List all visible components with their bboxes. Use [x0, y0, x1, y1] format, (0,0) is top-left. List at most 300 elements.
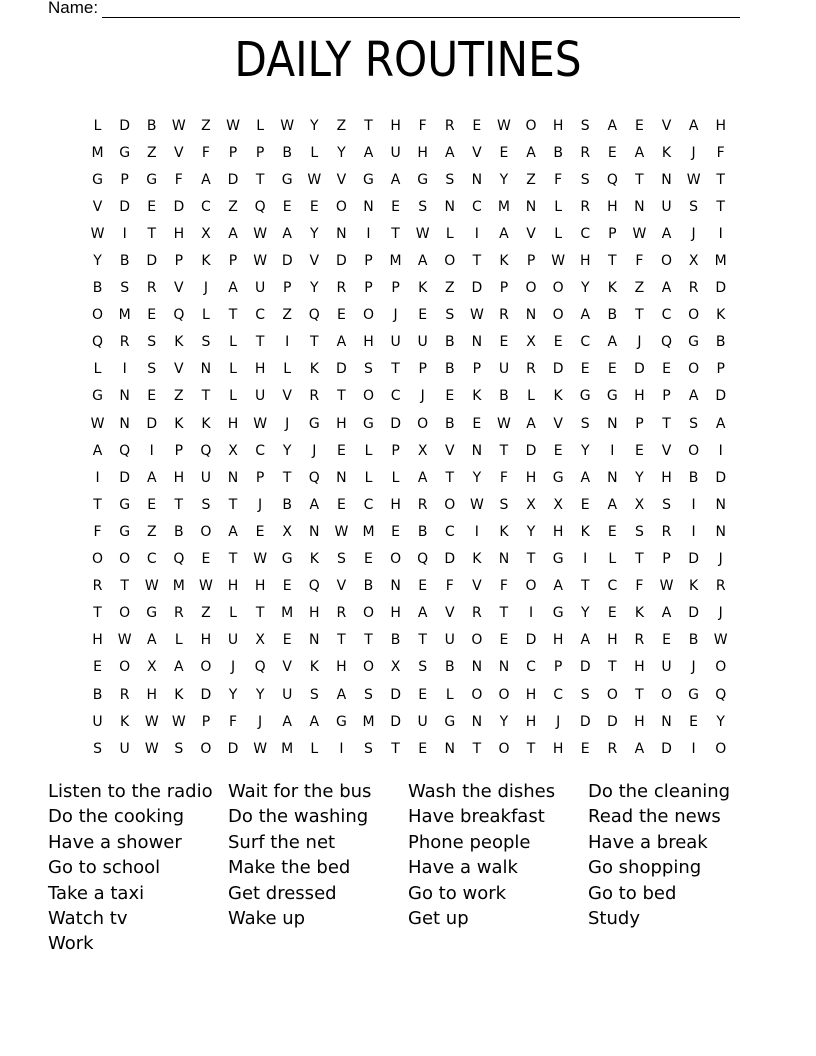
grid-letter[interactable]: L: [608, 551, 617, 568]
grid-letter[interactable]: C: [661, 307, 672, 324]
grid-letter[interactable]: A: [661, 225, 672, 242]
grid-letter[interactable]: D: [146, 253, 158, 270]
grid-letter[interactable]: U: [282, 686, 293, 703]
grid-letter[interactable]: X: [146, 659, 157, 676]
grid-letter[interactable]: B: [390, 632, 401, 649]
grid-letter[interactable]: B: [146, 117, 157, 134]
grid-letter[interactable]: A: [444, 144, 455, 161]
grid-letter[interactable]: B: [92, 280, 103, 297]
grid-letter[interactable]: V: [336, 578, 347, 595]
grid-letter[interactable]: P: [364, 253, 373, 270]
grid-letter[interactable]: C: [390, 388, 401, 405]
grid-letter[interactable]: Q: [254, 198, 266, 215]
grid-letter[interactable]: H: [146, 686, 157, 703]
grid-letter[interactable]: V: [553, 415, 563, 432]
grid-letter[interactable]: Q: [173, 551, 185, 568]
grid-letter[interactable]: R: [336, 280, 347, 297]
grid-letter[interactable]: N: [119, 415, 130, 432]
grid-letter[interactable]: E: [418, 740, 428, 757]
grid-letter[interactable]: H: [390, 117, 401, 134]
grid-letter[interactable]: V: [174, 280, 184, 297]
grid-letter[interactable]: H: [173, 225, 185, 242]
grid-letter[interactable]: R: [146, 280, 157, 297]
grid-letter[interactable]: O: [200, 523, 212, 540]
grid-letter[interactable]: J: [718, 551, 723, 568]
grid-letter[interactable]: O: [200, 659, 212, 676]
grid-letter[interactable]: A: [634, 740, 645, 757]
grid-letter[interactable]: L: [256, 117, 265, 134]
grid-letter[interactable]: U: [390, 144, 401, 161]
grid-letter[interactable]: L: [445, 686, 454, 703]
grid-letter[interactable]: T: [337, 632, 346, 649]
grid-letter[interactable]: N: [227, 469, 239, 486]
grid-letter[interactable]: T: [418, 632, 427, 649]
grid-letter[interactable]: B: [444, 361, 455, 378]
grid-letter[interactable]: G: [688, 334, 700, 351]
grid-letter[interactable]: Y: [337, 144, 346, 161]
grid-letter[interactable]: F: [554, 171, 563, 188]
grid-letter[interactable]: A: [580, 632, 591, 649]
grid-letter[interactable]: K: [607, 280, 617, 297]
grid-letter[interactable]: J: [718, 605, 723, 622]
grid-letter[interactable]: H: [607, 632, 618, 649]
grid-letter[interactable]: R: [607, 740, 618, 757]
grid-letter[interactable]: G: [417, 171, 429, 188]
grid-letter[interactable]: S: [689, 198, 699, 215]
grid-letter[interactable]: E: [147, 307, 157, 324]
grid-letter[interactable]: J: [312, 442, 317, 459]
grid-letter[interactable]: A: [228, 280, 238, 297]
grid-letter[interactable]: X: [634, 496, 645, 513]
grid-letter[interactable]: T: [201, 388, 211, 405]
grid-letter[interactable]: I: [691, 740, 696, 757]
grid-letter[interactable]: U: [661, 198, 672, 215]
grid-letter[interactable]: U: [200, 469, 212, 486]
grid-letter[interactable]: L: [310, 144, 319, 161]
grid-letter[interactable]: P: [255, 469, 265, 486]
grid-letter[interactable]: S: [201, 496, 211, 513]
grid-letter[interactable]: T: [391, 225, 400, 242]
grid-letter[interactable]: W: [144, 740, 159, 757]
grid-letter[interactable]: I: [366, 225, 371, 242]
grid-letter[interactable]: P: [553, 659, 563, 676]
grid-letter[interactable]: E: [147, 496, 157, 513]
grid-letter[interactable]: A: [336, 334, 347, 351]
grid-letter[interactable]: J: [691, 659, 696, 676]
grid-letter[interactable]: K: [201, 415, 211, 432]
grid-letter[interactable]: D: [525, 442, 537, 459]
grid-letter[interactable]: S: [580, 117, 590, 134]
grid-letter[interactable]: P: [174, 442, 184, 459]
grid-letter[interactable]: C: [146, 551, 157, 568]
grid-letter[interactable]: R: [471, 605, 482, 622]
grid-letter[interactable]: S: [418, 659, 428, 676]
grid-letter[interactable]: E: [445, 388, 455, 405]
grid-letter[interactable]: E: [580, 740, 590, 757]
grid-letter[interactable]: K: [499, 523, 509, 540]
grid-letter[interactable]: H: [552, 523, 564, 540]
grid-letter[interactable]: T: [472, 740, 482, 757]
grid-letter[interactable]: T: [635, 307, 644, 324]
grid-letter[interactable]: K: [716, 307, 726, 324]
grid-letter[interactable]: V: [174, 361, 184, 378]
grid-letter[interactable]: N: [119, 388, 130, 405]
grid-letter[interactable]: Z: [282, 307, 292, 324]
grid-letter[interactable]: D: [390, 415, 401, 432]
grid-letter[interactable]: H: [634, 713, 645, 730]
grid-letter[interactable]: N: [525, 198, 537, 215]
grid-letter[interactable]: N: [363, 198, 374, 215]
grid-letter[interactable]: N: [471, 442, 483, 459]
grid-letter[interactable]: E: [418, 578, 428, 595]
grid-letter[interactable]: J: [691, 144, 696, 161]
grid-letter[interactable]: A: [174, 659, 184, 676]
name-field[interactable]: [48, 0, 748, 18]
grid-letter[interactable]: Y: [580, 280, 590, 297]
grid-letter[interactable]: Q: [308, 469, 320, 486]
grid-letter[interactable]: G: [119, 144, 131, 161]
grid-letter[interactable]: A: [661, 280, 672, 297]
grid-letter[interactable]: O: [362, 659, 374, 676]
grid-letter[interactable]: K: [499, 253, 509, 270]
grid-letter[interactable]: C: [607, 578, 618, 595]
grid-letter[interactable]: U: [417, 334, 428, 351]
grid-letter[interactable]: R: [634, 632, 645, 649]
grid-letter[interactable]: A: [688, 117, 699, 134]
grid-letter[interactable]: H: [552, 632, 564, 649]
grid-letter[interactable]: K: [174, 686, 184, 703]
grid-letter[interactable]: Q: [173, 307, 185, 324]
grid-letter[interactable]: E: [418, 307, 428, 324]
grid-letter[interactable]: Z: [146, 144, 157, 161]
grid-letter[interactable]: Y: [310, 280, 319, 297]
grid-letter[interactable]: B: [417, 523, 428, 540]
grid-letter[interactable]: T: [93, 605, 102, 622]
grid-letter[interactable]: E: [553, 334, 563, 351]
grid-letter[interactable]: H: [552, 740, 564, 757]
grid-letter[interactable]: O: [471, 632, 483, 649]
grid-letter[interactable]: A: [607, 496, 618, 513]
grid-letter[interactable]: E: [634, 117, 644, 134]
grid-letter[interactable]: S: [309, 686, 319, 703]
grid-letter[interactable]: W: [90, 415, 105, 432]
grid-letter[interactable]: C: [255, 442, 265, 459]
grid-letter[interactable]: K: [309, 361, 319, 378]
grid-letter[interactable]: R: [173, 605, 184, 622]
grid-letter[interactable]: A: [282, 713, 292, 730]
grid-letter[interactable]: M: [91, 144, 104, 161]
grid-letter[interactable]: W: [713, 632, 728, 649]
grid-letter[interactable]: H: [715, 117, 726, 134]
grid-letter[interactable]: H: [200, 632, 212, 649]
grid-letter[interactable]: E: [662, 632, 671, 649]
grid-letter[interactable]: F: [716, 144, 725, 161]
grid-letter[interactable]: N: [200, 361, 212, 378]
grid-letter[interactable]: G: [146, 605, 158, 622]
grid-letter[interactable]: V: [472, 578, 482, 595]
grid-letter[interactable]: D: [471, 280, 483, 297]
grid-letter[interactable]: D: [390, 686, 401, 703]
grid-letter[interactable]: D: [390, 713, 401, 730]
grid-letter[interactable]: D: [688, 605, 699, 622]
grid-letter[interactable]: G: [606, 388, 618, 405]
grid-letter[interactable]: U: [390, 334, 401, 351]
grid-letter[interactable]: G: [335, 713, 347, 730]
grid-letter[interactable]: A: [282, 225, 292, 242]
grid-letter[interactable]: B: [444, 334, 455, 351]
grid-letter[interactable]: K: [309, 659, 319, 676]
grid-letter[interactable]: D: [444, 551, 456, 568]
grid-letter[interactable]: A: [661, 605, 672, 622]
grid-letter[interactable]: L: [391, 469, 400, 486]
grid-letter[interactable]: B: [444, 659, 455, 676]
grid-letter[interactable]: G: [552, 551, 564, 568]
grid-letter[interactable]: H: [390, 496, 401, 513]
grid-letter[interactable]: E: [147, 388, 157, 405]
grid-letter[interactable]: I: [95, 469, 100, 486]
grid-letter[interactable]: Y: [716, 713, 725, 730]
grid-letter[interactable]: A: [309, 713, 320, 730]
grid-letter[interactable]: S: [93, 740, 102, 757]
grid-letter[interactable]: O: [335, 198, 347, 215]
grid-letter[interactable]: S: [201, 334, 211, 351]
grid-letter[interactable]: W: [171, 713, 186, 730]
grid-letter[interactable]: D: [227, 171, 239, 188]
grid-letter[interactable]: D: [119, 469, 131, 486]
grid-letter[interactable]: N: [661, 171, 672, 188]
grid-letter[interactable]: N: [309, 632, 320, 649]
grid-letter[interactable]: D: [119, 117, 131, 134]
grid-letter[interactable]: U: [498, 361, 510, 378]
grid-letter[interactable]: O: [606, 686, 618, 703]
grid-letter[interactable]: P: [716, 361, 725, 378]
grid-letter[interactable]: X: [390, 659, 401, 676]
grid-letter[interactable]: J: [258, 713, 263, 730]
grid-letter[interactable]: S: [418, 198, 428, 215]
grid-letter[interactable]: A: [309, 496, 320, 513]
grid-letter[interactable]: A: [146, 632, 157, 649]
grid-letter[interactable]: L: [527, 388, 535, 405]
grid-letter[interactable]: T: [635, 686, 644, 703]
grid-letter[interactable]: H: [254, 361, 266, 378]
grid-letter[interactable]: P: [174, 253, 184, 270]
grid-letter[interactable]: V: [336, 171, 347, 188]
grid-letter[interactable]: K: [689, 578, 699, 595]
grid-letter[interactable]: I: [691, 496, 696, 513]
grid-letter[interactable]: D: [119, 198, 131, 215]
grid-letter[interactable]: D: [715, 388, 727, 405]
grid-letter[interactable]: B: [92, 686, 103, 703]
grid-letter[interactable]: P: [635, 415, 644, 432]
grid-letter[interactable]: N: [525, 307, 537, 324]
grid-letter[interactable]: O: [552, 280, 564, 297]
grid-letter[interactable]: G: [552, 469, 564, 486]
grid-letter[interactable]: A: [526, 415, 536, 432]
grid-letter[interactable]: L: [229, 334, 237, 351]
grid-letter[interactable]: S: [580, 171, 590, 188]
grid-letter[interactable]: H: [525, 686, 537, 703]
grid-letter[interactable]: Y: [472, 469, 482, 486]
grid-letter[interactable]: E: [336, 442, 346, 459]
grid-letter[interactable]: K: [553, 388, 563, 405]
grid-letter[interactable]: O: [525, 117, 537, 134]
grid-letter[interactable]: K: [634, 605, 645, 622]
grid-letter[interactable]: A: [580, 307, 591, 324]
grid-letter[interactable]: O: [92, 551, 104, 568]
grid-letter[interactable]: Q: [308, 578, 320, 595]
grid-letter[interactable]: A: [228, 523, 238, 540]
grid-letter[interactable]: B: [607, 307, 618, 324]
grid-letter[interactable]: T: [526, 740, 536, 757]
grid-letter[interactable]: T: [282, 469, 292, 486]
grid-letter[interactable]: A: [634, 144, 645, 161]
grid-letter[interactable]: D: [146, 415, 158, 432]
grid-letter[interactable]: S: [147, 334, 157, 351]
grid-letter[interactable]: Q: [715, 686, 727, 703]
grid-letter[interactable]: B: [688, 632, 699, 649]
grid-letter[interactable]: J: [203, 280, 208, 297]
grid-letter[interactable]: M: [362, 713, 375, 730]
grid-letter[interactable]: O: [444, 253, 456, 270]
grid-letter[interactable]: C: [580, 225, 591, 242]
grid-letter[interactable]: Q: [254, 659, 266, 676]
grid-letter[interactable]: G: [308, 415, 320, 432]
grid-letter[interactable]: P: [364, 280, 373, 297]
grid-letter[interactable]: E: [472, 415, 482, 432]
grid-letter[interactable]: W: [415, 225, 430, 242]
grid-letter[interactable]: O: [417, 415, 429, 432]
grid-letter[interactable]: T: [526, 551, 536, 568]
grid-letter[interactable]: P: [228, 253, 238, 270]
grid-letter[interactable]: E: [499, 632, 509, 649]
grid-letter[interactable]: V: [174, 144, 184, 161]
grid-letter[interactable]: O: [688, 442, 700, 459]
grid-letter[interactable]: N: [471, 171, 483, 188]
grid-letter[interactable]: O: [552, 307, 564, 324]
grid-letter[interactable]: P: [662, 388, 671, 405]
grid-letter[interactable]: O: [661, 686, 673, 703]
grid-letter[interactable]: H: [525, 713, 537, 730]
grid-letter[interactable]: Y: [526, 523, 536, 540]
grid-letter[interactable]: I: [528, 605, 534, 622]
grid-letter[interactable]: B: [688, 469, 699, 486]
grid-letter[interactable]: F: [635, 253, 644, 270]
grid-letter[interactable]: K: [174, 415, 184, 432]
grid-letter[interactable]: A: [201, 171, 211, 188]
grid-letter[interactable]: F: [635, 578, 644, 595]
grid-letter[interactable]: R: [661, 523, 672, 540]
grid-letter[interactable]: P: [282, 280, 292, 297]
grid-letter[interactable]: G: [92, 388, 103, 405]
grid-letter[interactable]: E: [282, 198, 292, 215]
grid-letter[interactable]: E: [201, 551, 211, 568]
grid-letter[interactable]: B: [363, 578, 374, 595]
grid-letter[interactable]: Z: [201, 117, 211, 134]
grid-letter[interactable]: V: [309, 253, 320, 270]
grid-letter[interactable]: W: [469, 496, 484, 513]
grid-letter[interactable]: L: [202, 307, 210, 324]
grid-letter[interactable]: C: [471, 198, 482, 215]
grid-letter[interactable]: N: [336, 225, 347, 242]
grid-letter[interactable]: C: [363, 496, 374, 513]
grid-letter[interactable]: W: [497, 117, 511, 134]
grid-letter[interactable]: V: [92, 198, 103, 215]
grid-letter[interactable]: D: [661, 740, 672, 757]
grid-letter[interactable]: F: [201, 144, 210, 161]
grid-letter[interactable]: S: [174, 740, 184, 757]
grid-letter[interactable]: O: [498, 686, 510, 703]
grid-letter[interactable]: T: [174, 496, 184, 513]
grid-letter[interactable]: C: [580, 334, 591, 351]
grid-letter[interactable]: X: [417, 442, 428, 459]
grid-letter[interactable]: C: [526, 659, 536, 676]
grid-letter[interactable]: H: [634, 659, 645, 676]
grid-letter[interactable]: Y: [282, 442, 292, 459]
grid-letter[interactable]: T: [255, 334, 265, 351]
grid-letter[interactable]: I: [474, 523, 479, 540]
grid-letter[interactable]: W: [280, 117, 295, 134]
grid-letter[interactable]: B: [282, 496, 292, 513]
grid-letter[interactable]: D: [606, 713, 618, 730]
grid-letter[interactable]: A: [417, 605, 428, 622]
grid-letter[interactable]: T: [635, 171, 644, 188]
grid-letter[interactable]: J: [258, 496, 263, 513]
grid-letter[interactable]: J: [420, 388, 425, 405]
grid-letter[interactable]: E: [553, 442, 563, 459]
grid-letter[interactable]: X: [255, 632, 265, 649]
grid-letter[interactable]: D: [173, 198, 185, 215]
grid-letter[interactable]: D: [525, 632, 537, 649]
grid-letter[interactable]: Y: [93, 253, 102, 270]
grid-letter[interactable]: T: [93, 496, 102, 513]
grid-letter[interactable]: B: [444, 415, 455, 432]
grid-letter[interactable]: M: [497, 198, 510, 215]
grid-letter[interactable]: A: [607, 334, 618, 351]
grid-letter[interactable]: S: [364, 740, 373, 757]
grid-letter[interactable]: L: [364, 442, 373, 459]
grid-letter[interactable]: T: [499, 442, 509, 459]
grid-letter[interactable]: C: [444, 523, 455, 540]
grid-letter[interactable]: T: [580, 578, 590, 595]
grid-letter[interactable]: J: [691, 225, 696, 242]
grid-letter[interactable]: M: [389, 253, 402, 270]
grid-letter[interactable]: L: [93, 117, 102, 134]
grid-letter[interactable]: R: [417, 496, 428, 513]
grid-letter[interactable]: H: [336, 415, 347, 432]
grid-letter[interactable]: W: [551, 253, 566, 270]
grid-letter[interactable]: G: [552, 605, 564, 622]
grid-letter[interactable]: K: [661, 144, 672, 161]
grid-letter[interactable]: X: [526, 334, 536, 351]
grid-letter[interactable]: O: [362, 388, 374, 405]
grid-letter[interactable]: I: [149, 442, 154, 459]
grid-letter[interactable]: D: [688, 551, 699, 568]
grid-letter[interactable]: Q: [119, 442, 131, 459]
grid-letter[interactable]: F: [499, 469, 508, 486]
grid-letter[interactable]: A: [526, 144, 536, 161]
grid-letter[interactable]: S: [364, 686, 373, 703]
grid-letter[interactable]: E: [472, 117, 482, 134]
grid-letter[interactable]: A: [363, 144, 374, 161]
grid-letter[interactable]: G: [281, 171, 293, 188]
grid-letter[interactable]: D: [281, 253, 293, 270]
grid-letter[interactable]: P: [526, 253, 536, 270]
grid-letter[interactable]: E: [607, 605, 617, 622]
grid-letter[interactable]: Q: [606, 171, 618, 188]
grid-letter[interactable]: G: [92, 171, 103, 188]
grid-letter[interactable]: A: [417, 253, 428, 270]
grid-letter[interactable]: A: [228, 225, 238, 242]
